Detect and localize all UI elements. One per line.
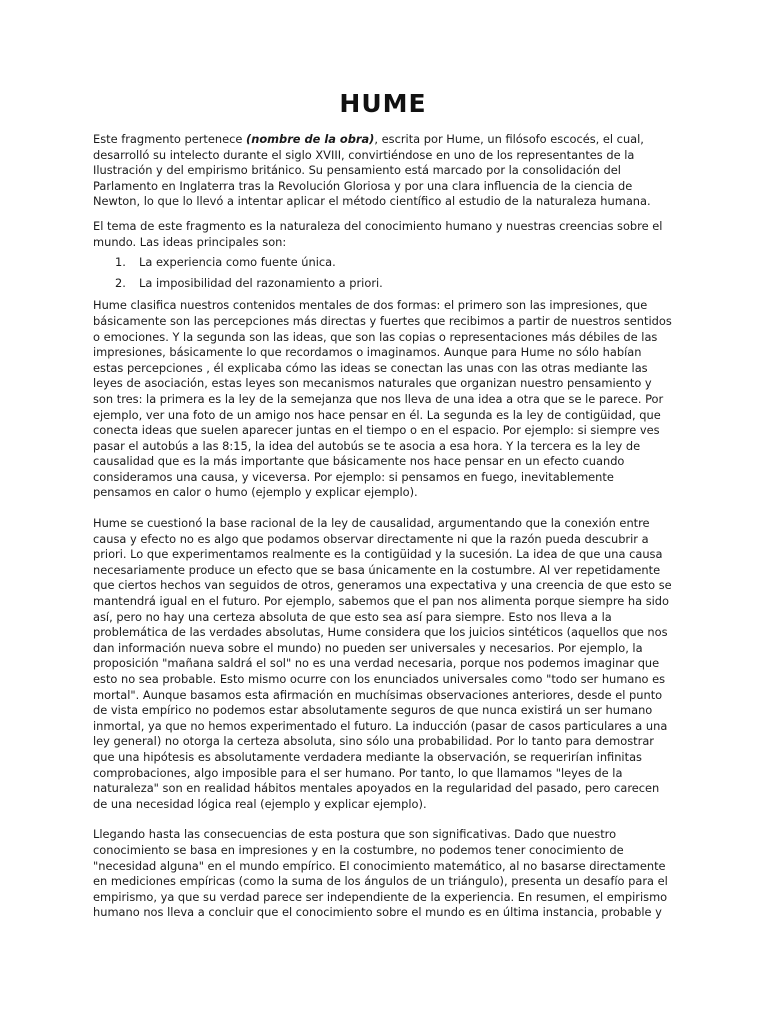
intro-paragraph	[93, 132, 673, 210]
intro-text-before: Este fragmento pertenece	[93, 132, 247, 146]
list-item-text: La experiencia como fuente única.	[139, 255, 336, 270]
list-item-number: 1.	[115, 255, 126, 270]
list-item-number: 2.	[115, 275, 126, 290]
document-title: HUME	[339, 89, 427, 118]
mental-contents-paragraph: Hume clasifica nuestros contenidos mentales de dos formas: el primero son las impresiones, que básicamente son las percepciones más directas y fuertes que recibimos a partir de nuestros sentidos o emociones. Y la segunda son las ideas, que son las copias o representaciones más débiles de las impresiones, básicamente lo que recordamos o imaginamos. Aunque para Hume no sólo habían estas percepciones , él explicaba cómo las ideas se conectan las unas con las otras mediante las leyes de asociación, estas leyes son mecanismos naturales que organizan nuestro pensamiento y son tres: la primera es la ley de la semejanza que nos lleva de una idea a otra que se le parece. Por ejemplo, ver una foto de un amigo nos hace pensar en él. La segunda es la ley de contigüidad, que conecta ideas que suelen aparecer juntas en el tiempo o en el espacio. Por ejemplo: si siempre ves pasar el autobús a las 8:15, la idea del autobús se te asocia a esa hora. Y la tercera es la ley de causalidad que es la más importante que básicamente nos hace pensar en un efecto cuando consideramos una causa, y viceversa. Por ejemplo: si pensamos en fuego, inevitablemente pensamos en calor o humo (ejemplo y explicar ejemplo).	[93, 298, 672, 500]
list-item	[93, 276, 673, 292]
main-ideas-list	[93, 255, 673, 291]
list-item	[93, 255, 673, 271]
consequences-paragraph: Llegando hasta las consecuencias de esta postura que son significativas. Dado que nuestro conocimiento se basa en impresiones y en la costumbre, no podemos tener conocimiento de "necesidad alguna" en el mundo empírico. El conocimiento matemático, al no basarse directamente en mediciones empíricas (como la suma de los ángulos de un triángulo), presenta un desafío para el empirismo, ya que su verdad parece ser independiente de la experiencia. En resumen, el empirismo humano nos lleva a concluir que el conocimiento sobre el mundo es en última instancia, probable y	[93, 827, 668, 920]
causality-paragraph: Hume se cuestionó la base racional de la ley de causalidad, argumentando que la conexión entre causa y efecto no es algo que podamos observar directamente ni que la razón pueda descubrir a priori. Lo que experimentamos realmente es la contigüidad y la sucesión. La idea de que una causa necesariamente produce un efecto que se basa únicamente en la costumbre. Al ver repetidamente que ciertos hechos van seguidos de otros, generamos una expectativa y una creencia de que esto se mantendrá igual en el futuro. Por ejemplo, sabemos que el pan nos alimenta porque siempre ha sido así, pero no hay una certeza absoluta de que esto sea así para siempre. Esto nos lleva a la problemática de las verdades absolutas, Hume considera que los juicios sintéticos (aquellos que nos dan información nueva sobre el mundo) no pueden ser universales y necesarios. Por ejemplo, la proposición "mañana saldrá el sol" no es una verdad necesaria, porque nos podemos imaginar que esto no sea probable. Esto mismo ocurre con los enunciados universales como "todo ser humano es mortal". Aunque basamos esta afirmación en muchísimas observaciones anteriores, desde el punto de vista empírico no podemos estar absolutamente seguros de que nunca existirá un ser humano inmortal, ya que no hemos experimentado el futuro. La inducción (pasar de casos particulares a una ley general) no otorga la certeza absoluta, sino sólo una probabilidad. Por lo tanto para demostrar que una hipótesis es absolutamente verdadera mediante la observación, se requerirían infinitas comprobaciones, algo imposible para el ser humano. Por tanto, lo que llamamos "leyes de la naturaleza" son en realidad hábitos mentales apoyados en la regularidad del pasado, pero carecen de una necesidad lógica real (ejemplo y explicar ejemplo).	[93, 516, 672, 811]
document-page	[93, 88, 673, 921]
theme-paragraph: El tema de este fragmento es la naturaleza del conocimiento humano y nuestras creencias sobre el mundo. Las ideas principales son:	[93, 218, 663, 249]
list-item-text: La imposibilidad del razonamiento a priori.	[139, 275, 383, 290]
work-title-placeholder: (nombre de la obra)	[246, 132, 375, 146]
intro-text-after: , escrita por Hume, un filósofo escocés, el cual, desarrolló su intelecto durante el siglo XVIII, convirtiéndose en uno de los representantes de la Ilustración y del empirismo británico. Su pensamiento está marcado por la consolidación del Parlamento en Inglaterra tras la Revolución Gloriosa y por una clara influencia de la ciencia de Newton, lo que lo llevó a intentar aplicar el método científico al estudio de la naturaleza humana.	[93, 132, 651, 209]
